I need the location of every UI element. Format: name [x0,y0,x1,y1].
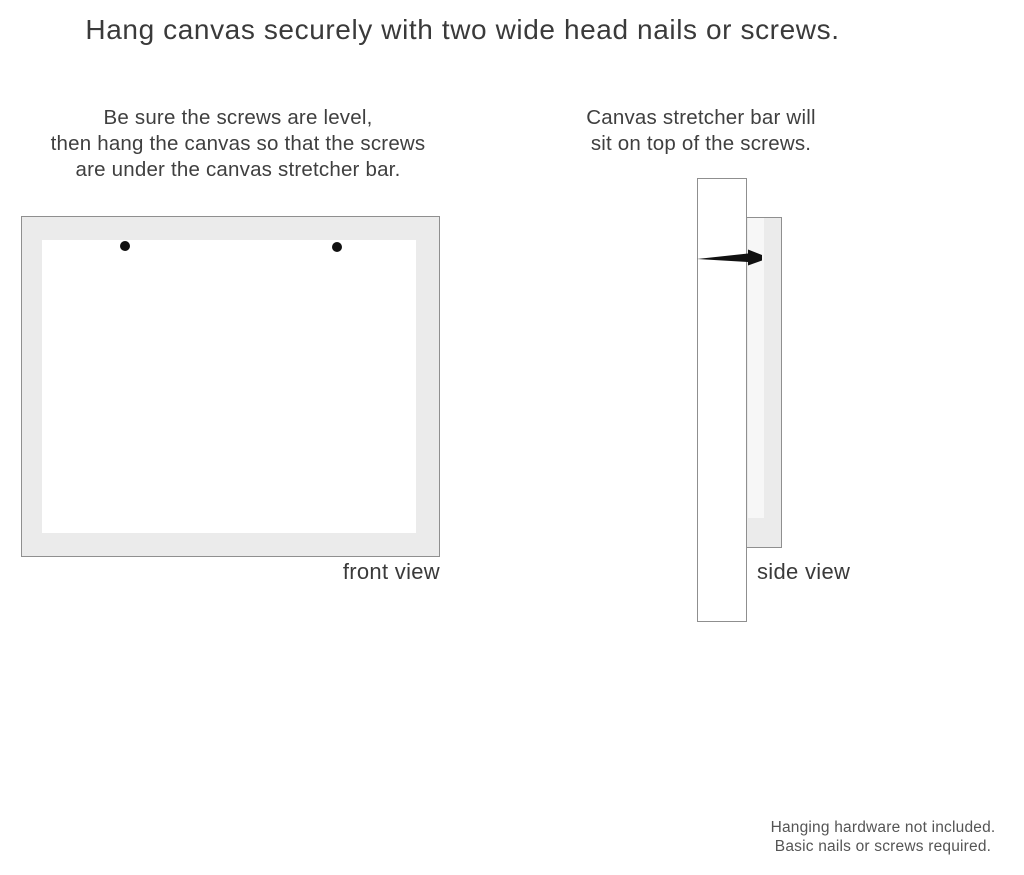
screw-dot-left-icon [120,241,130,251]
canvas-front-frame [21,216,440,557]
instruction-line: Canvas stretcher bar will [586,106,816,129]
page-title: Hang canvas securely with two wide head nails or screws. [85,14,840,45]
hardware-note [758,819,1008,856]
canvas-front-inner-area [42,240,416,533]
instruction-line: then hang the canvas so that the screws [50,132,426,155]
hardware-note-line: Hanging hardware not included. [770,819,996,836]
instruction-line: are under the canvas stretcher bar. [75,158,401,181]
front-view-label: front view [342,559,440,584]
side-view-label: side view [757,559,851,584]
screw-dot-right-icon [332,242,342,252]
hardware-note-line: Basic nails or screws required. [774,837,992,855]
instruction-line: Be sure the screws are level, [103,106,373,129]
side-view-instructions [551,105,851,157]
instruction-line: sit on top of the screws. [590,132,812,155]
front-view-instructions [33,105,443,183]
nail-icon [690,240,780,276]
